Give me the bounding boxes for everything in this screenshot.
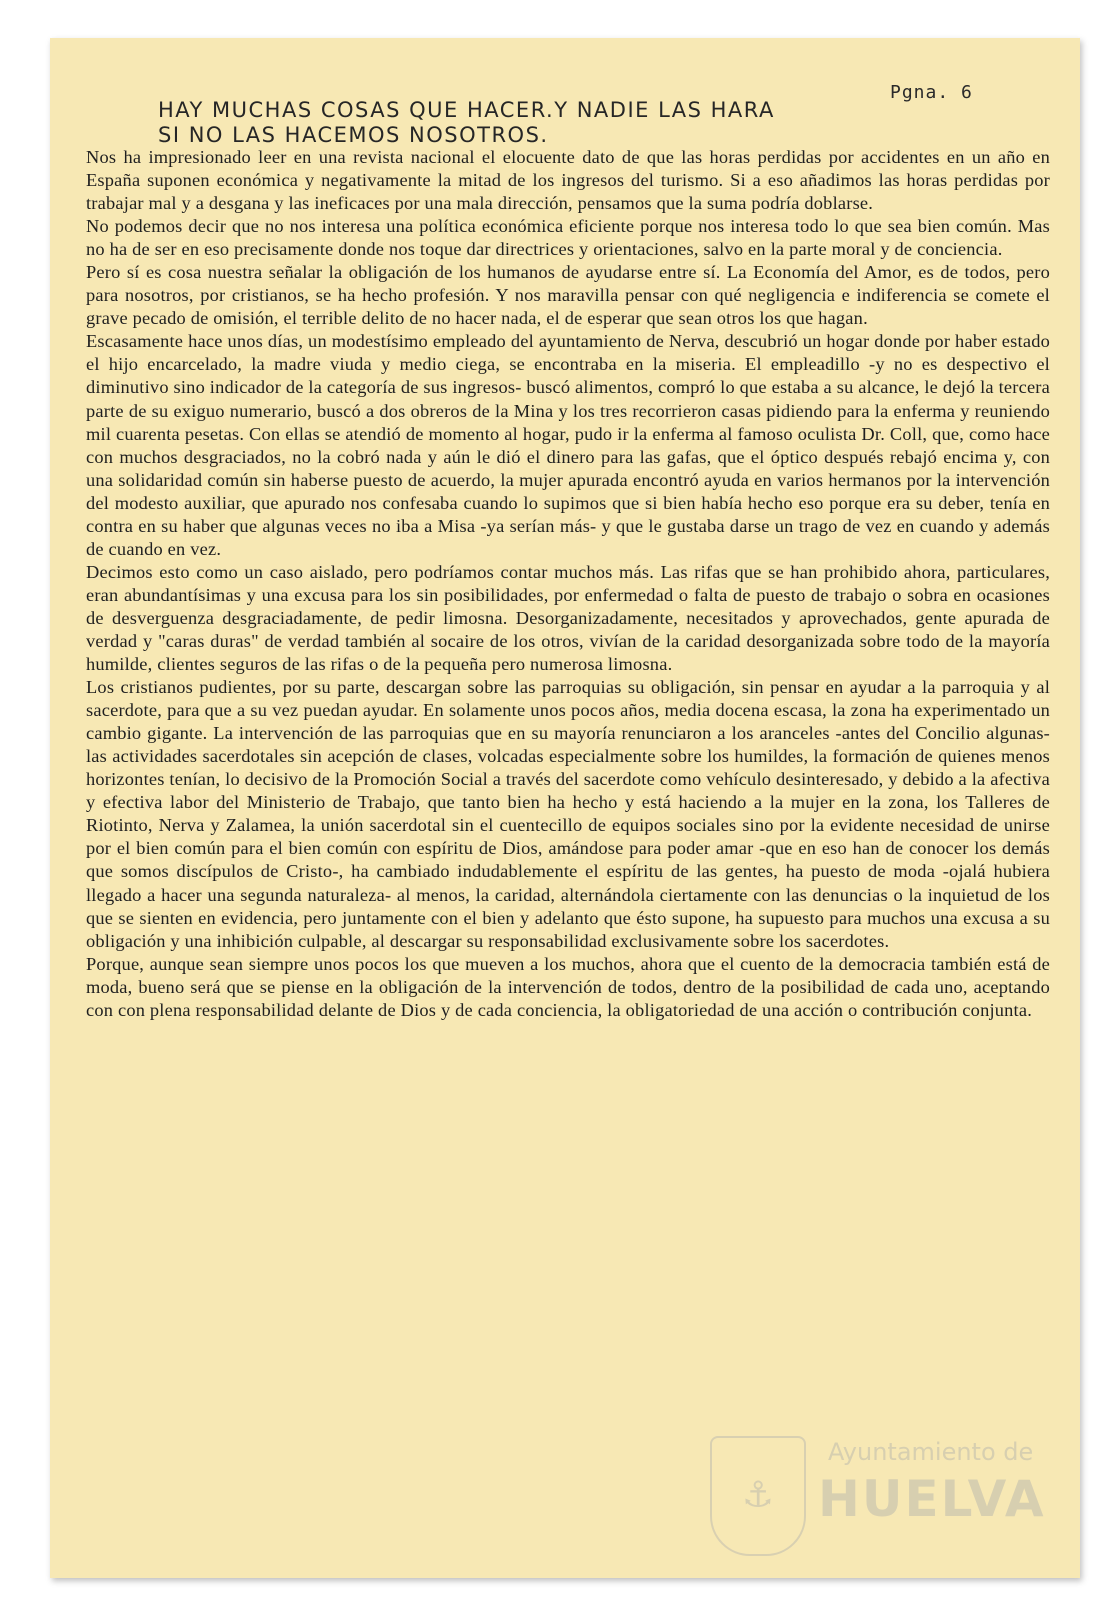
paragraph-5: Decimos esto como un caso aislado, pero podríamos contar muchos más. Las rifas que se han prohibido ahora, particulares, eran abundantísimas y una excusa para los sin posibilidades, por enfermedad o falta de puesto de trabajo o sobra en ocasiones de desverguenza desgraciadamente, de pedir limosna. Desorganizadamente, necesitados y aprovechados, gente apurada de verdad y "caras duras" de verdad también al socaire de los otros, vivían de la caridad desorganizada sobre todo de la mayoría humilde, clientes seguros de las rifas o de la pequeña pero numerosa limosna. — [86, 561, 1050, 675]
document-sheet — [50, 38, 1080, 1578]
archive-watermark — [700, 1430, 1060, 1570]
body-text — [86, 146, 1050, 1022]
paragraph-2: No podemos decir que no nos interesa una política económica eficiente porque nos interesa todo lo que sea bien común. Mas no ha de ser en eso precisamente donde nos toque dar directrices y orientaciones, salvo en la parte moral y de conciencia. — [86, 216, 1050, 260]
page-number: Pgna. 6 — [890, 82, 973, 103]
title-line-2: SI NO LAS HACEMOS NOSOTROS. — [158, 123, 549, 147]
page-title — [158, 98, 775, 148]
title-line-1: HAY MUCHAS COSAS QUE HACER.Y NADIE LAS HARA — [158, 98, 775, 122]
paragraph-6: Los cristianos pudientes, por su parte, descargan sobre las parroquias su obligación, sin pensar en ayudar a la parroquia y al sacerdote, para que a su vez puedan ayudar. En solamente unos pocos años, media docena escasa, la zona ha experimentado un cambio gigante. La intervención de las parroquias que en su mayoría renunciaron a los aranceles -antes del Concilio algunas- las actividades sacerdotales sin acepción de clases, volcadas especialmente sobre los humildes, la formación de quienes menos horizontes tenían, lo decisivo de la Promoción Social a través del sacerdote como vehículo desinteresado, y debido a la afectiva y efectiva labor del Ministerio de Trabajo, que tanto bien ha hecho y está haciendo a la mujer en la zona, los Talleres de Riotinto, Nerva y Zalamea, la unión sacerdotal sin el cuentecillo de equipos sociales sino por la evidente necesidad de unirse por el bien común para el bien común con espíritu de Dios, amándose para poder amar -que en eso han de conocer los demás que somos discípulos de Cristo-, ha cambiado indudablemente el espíritu de las gentes, ha puesto de moda -ojalá hubiera llegado a hacer una segunda naturaleza- al menos, la caridad, alternándola ciertamente con las denuncias o la inquietud de los que se sienten en evidencia, pero juntamente con el bien y adelanto que ésto supone, ha supuesto para muchos una excusa a su obligación y una inhibición culpable, al descargar su responsabilidad exclusivamente sobre los sacerdotes. — [86, 677, 1050, 951]
paragraph-1: Nos ha impresionado leer en una revista nacional el elocuente dato de que las horas perdidas por accidentes en un año en España suponen económica y negativamente la mitad de los ingresos del turismo. Si a eso añadimos las horas perdidas por trabajar mal y a desgana y las ineficaces por una mala dirección, pensamos que la suma podría doblarse. — [86, 147, 1050, 214]
watermark-line-1: Ayuntamiento de — [828, 1438, 1034, 1466]
paragraph-4: Escasamente hace unos días, un modestísimo empleado del ayuntamiento de Nerva, descubrió un hogar donde por haber estado el hijo encarcelado, la madre viuda y medio ciega, se encontraba en la miseria. El empleadillo -y no es despectivo el diminutivo sino indicador de la categoría de sus ingresos- buscó alimentos, compró lo que estaba a su alcance, le dejó la tercera parte de su exiguo numerario, buscó a dos obreros de la Mina y los tres recorrieron casas pidiendo para la enferma y reuniendo mil cuarenta pesetas. Con ellas se atendió de momento al hogar, pudo ir la enferma al famoso oculista Dr. Coll, que, como hace con muchos desgraciados, no la cobró nada y aún le dió el dinero para las gafas, que el óptico después rebajó encima y, con una solidaridad común sin haberse puesto de acuerdo, la mujer apurada encontró ayuda en varios hermanos por la intervención del modesto auxiliar, que apurado nos confesaba cuando lo supimos que si bien había hecho eso porque era su deber, tenía en contra en su haber que algunas veces no iba a Misa -ya serían más- y que le gustaba darse un trago de vez en cuando y además de cuando en vez. — [86, 331, 1050, 559]
coat-of-arms-icon: ⚓ — [710, 1436, 806, 1556]
watermark-line-2: HUELVA — [818, 1470, 1046, 1528]
paragraph-3: Pero sí es cosa nuestra señalar la obligación de los humanos de ayudarse entre sí. La Economía del Amor, es de todos, pero para nosotros, por cristianos, se ha hecho profesión. Y nos maravilla pensar con qué negligencia e indiferencia se comete el grave pecado de omisión, el terrible delito de no hacer nada, el de esperar que sean otros los que hagan. — [86, 262, 1050, 329]
paragraph-7: Porque, aunque sean siempre unos pocos los que mueven a los muchos, ahora que el cuento de la democracia también está de moda, bueno será que se piense en la obligación de la intervención de todos, dentro de la posibilidad de cada uno, aceptando con con plena responsabilidad delante de Dios y de cada conciencia, la obligatoriedad de una acción o contribución conjunta. — [86, 953, 1050, 1020]
